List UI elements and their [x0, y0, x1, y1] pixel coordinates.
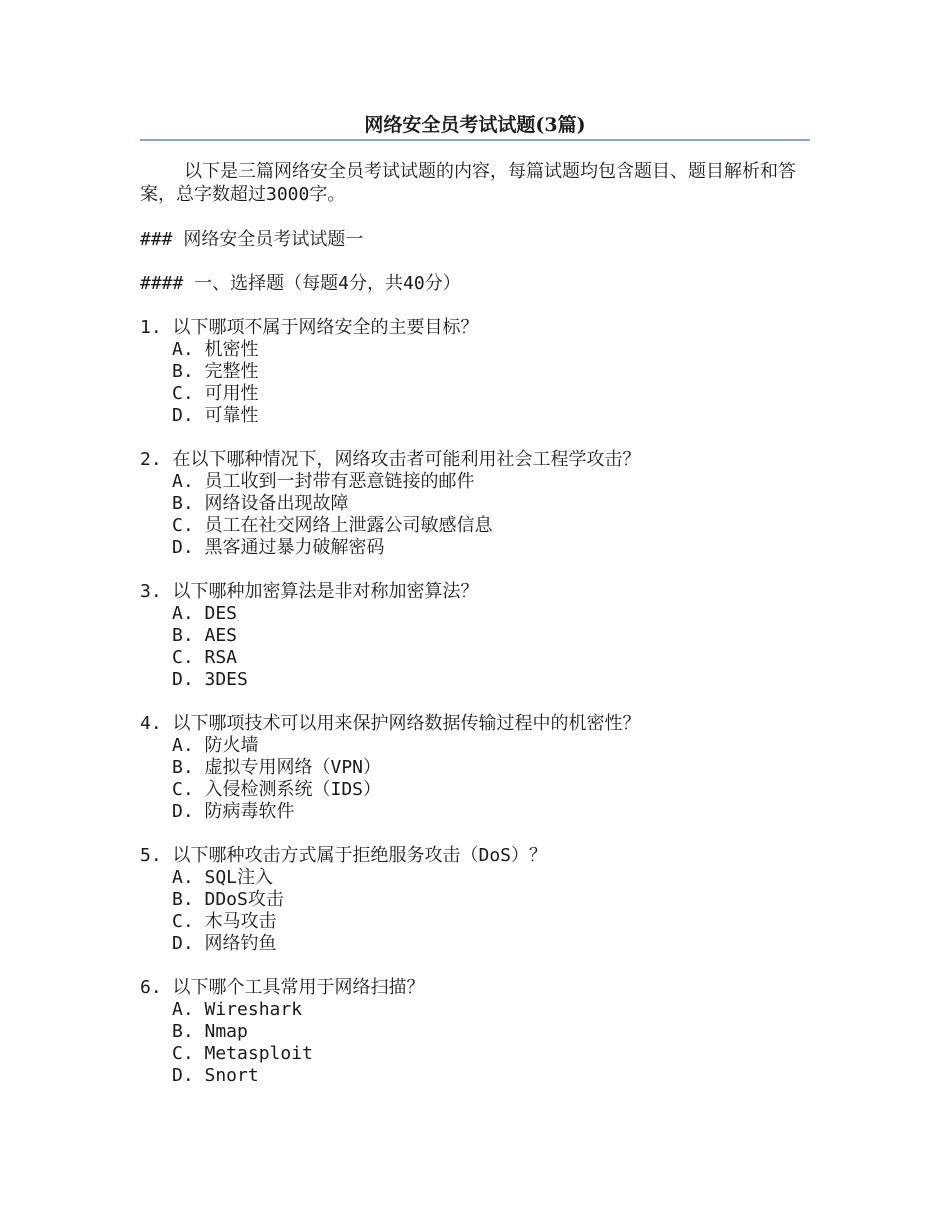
- option-d: D. 3DES: [172, 669, 248, 690]
- option-c: C. 可用性: [172, 383, 259, 404]
- question-5: [140, 845, 800, 955]
- question-text: 2. 在以下哪种情况下，网络攻击者可能利用社会工程学攻击？: [140, 449, 641, 470]
- option-b: B. Nmap: [172, 1021, 248, 1042]
- option-d: D. 防病毒软件: [172, 801, 295, 822]
- option-c: C. 员工在社交网络上泄露公司敏感信息: [172, 515, 493, 536]
- question-text: 4. 以下哪项技术可以用来保护网络数据传输过程中的机密性？: [140, 713, 641, 734]
- option-b: B. 完整性: [172, 361, 259, 382]
- question-text: 5. 以下哪种攻击方式属于拒绝服务攻击（DoS）？: [140, 845, 548, 866]
- document-title: 网络安全员考试试题(3篇): [364, 114, 586, 136]
- question-3: [140, 581, 800, 691]
- question-text: 6. 以下哪个工具常用于网络扫描？: [140, 977, 425, 998]
- option-list: [140, 999, 800, 1087]
- option-d: D. 黑客通过暴力破解密码: [172, 537, 385, 558]
- question-6: [140, 977, 800, 1087]
- document-body: [140, 160, 800, 1087]
- question-text: 3. 以下哪种加密算法是非对称加密算法？: [140, 581, 479, 602]
- option-b: B. 虚拟专用网络（VPN）: [172, 757, 382, 778]
- option-list: [140, 471, 800, 559]
- option-b: B. DDoS攻击: [172, 889, 284, 910]
- option-list: [140, 867, 800, 955]
- option-list: [140, 735, 800, 823]
- option-a: A. Wireshark: [172, 999, 303, 1020]
- option-b: B. 网络设备出现故障: [172, 493, 349, 514]
- question-1: [140, 317, 800, 427]
- option-list: [140, 603, 800, 691]
- option-b: B. AES: [172, 625, 238, 646]
- option-a: A. DES: [172, 603, 238, 624]
- question-text: 1. 以下哪项不属于网络安全的主要目标？: [140, 317, 479, 338]
- question-4: [140, 713, 800, 823]
- option-a: A. SQL注入: [172, 867, 274, 888]
- option-c: C. 入侵检测系统（IDS）: [172, 779, 382, 800]
- option-d: D. 可靠性: [172, 405, 259, 426]
- option-a: A. 机密性: [172, 339, 259, 360]
- option-list: [140, 339, 800, 427]
- option-d: D. 网络钓鱼: [172, 933, 277, 954]
- option-d: D. Snort: [172, 1065, 259, 1086]
- intro-paragraph: 以下是三篇网络安全员考试试题的内容，每篇试题均包含题目、题目解析和答案，总字数超过3000字。: [140, 161, 796, 205]
- option-c: C. Metasploit: [172, 1043, 313, 1064]
- option-a: A. 员工收到一封带有恶意链接的邮件: [172, 471, 475, 492]
- title-underline-divider: [140, 139, 810, 141]
- option-c: C. 木马攻击: [172, 911, 277, 932]
- subsection-heading: #### 一、选择题（每题4分，共40分）: [140, 273, 461, 294]
- question-2: [140, 449, 800, 559]
- option-c: C. RSA: [172, 647, 238, 668]
- option-a: A. 防火墙: [172, 735, 259, 756]
- section-heading: ### 网络安全员考试试题一: [140, 229, 364, 250]
